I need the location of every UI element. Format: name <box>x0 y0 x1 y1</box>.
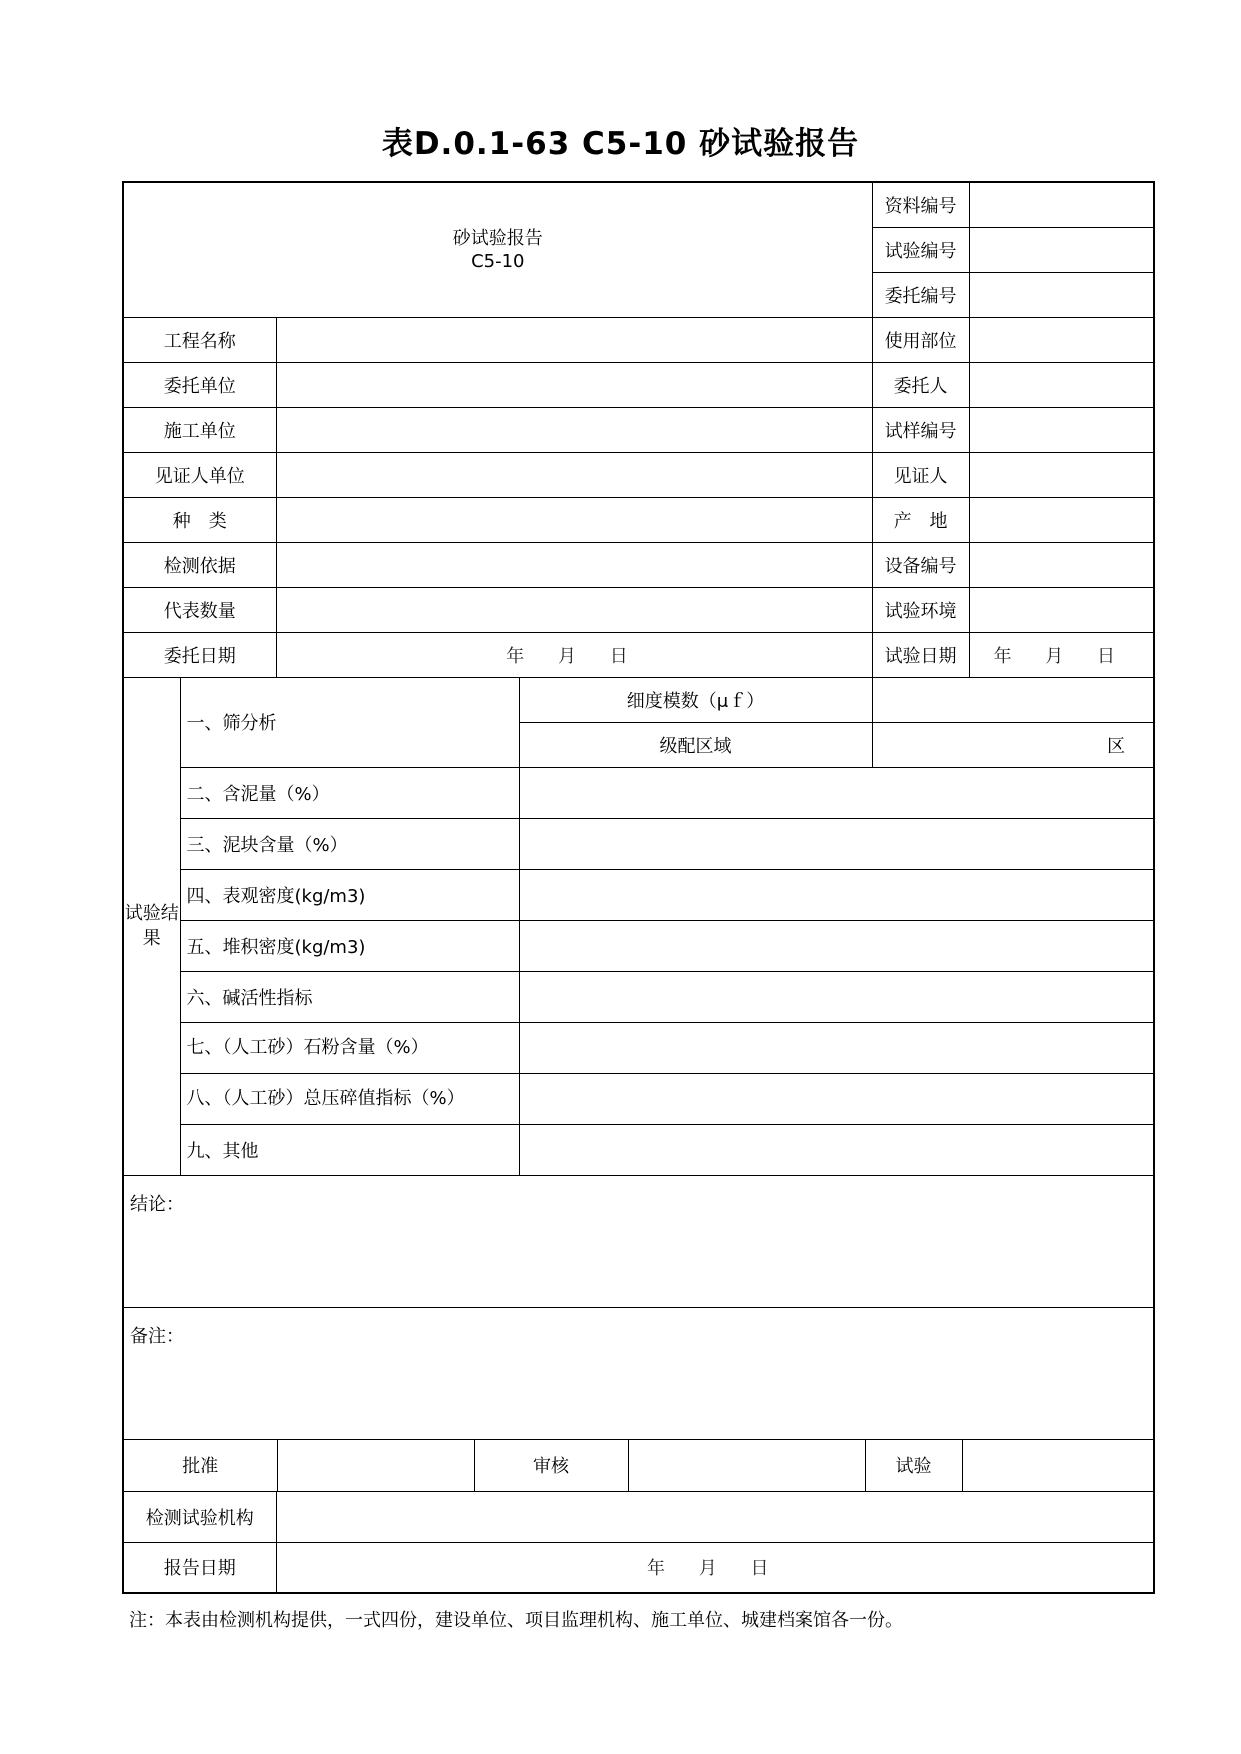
witness-field[interactable] <box>969 452 1154 497</box>
bulk-density-field[interactable] <box>519 920 1154 971</box>
test-basis-field[interactable] <box>276 542 872 587</box>
test-results-section-label: 试验结果 <box>123 677 180 1175</box>
project-name-field[interactable] <box>276 317 872 362</box>
entrust-date-field[interactable] <box>276 632 872 677</box>
quantity-field[interactable] <box>276 587 872 632</box>
footnote: 注：本表由检测机构提供，一式四份，建设单位、项目监理机构、施工单位、城建档案馆各一份。 <box>129 1610 903 1631</box>
test-basis-label: 检测依据 <box>123 542 276 587</box>
approve-signature-field[interactable] <box>277 1440 474 1491</box>
crushing-value-label: 八、（人工砂）总压碎值指标（%） <box>180 1073 519 1124</box>
fineness-modulus-field[interactable] <box>872 677 1154 722</box>
sand-test-report-form <box>122 181 1155 1594</box>
tester-signature-field[interactable] <box>962 1440 1154 1491</box>
signoff-row <box>124 1440 1154 1491</box>
origin-field[interactable] <box>969 497 1154 542</box>
clay-lump-content-label: 三、泥块含量（%） <box>180 818 519 869</box>
sample-number-field[interactable] <box>969 407 1154 452</box>
entrust-date-label: 委托日期 <box>123 632 276 677</box>
grading-zone-unit: 区 <box>1107 735 1126 757</box>
apparent-density-field[interactable] <box>519 869 1154 920</box>
fineness-modulus-label: 细度模数（μｆ） <box>519 677 872 722</box>
usage-part-label: 使用部位 <box>872 317 969 362</box>
report-date-value: 年 月 日 <box>647 1558 783 1580</box>
review-label: 审核 <box>474 1440 628 1491</box>
test-environment-label: 试验环境 <box>872 587 969 632</box>
crushing-value-field[interactable] <box>519 1073 1154 1124</box>
grading-zone-label: 级配区域 <box>519 722 872 767</box>
form-name: 砂试验报告 <box>452 227 543 249</box>
client-person-field[interactable] <box>969 362 1154 407</box>
client-unit-field[interactable] <box>276 362 872 407</box>
entrust-date-value: 年 月 日 <box>506 645 642 667</box>
usage-part-field[interactable] <box>969 317 1154 362</box>
sieve-analysis-label: 一、筛分析 <box>180 677 519 767</box>
type-field[interactable] <box>276 497 872 542</box>
test-environment-field[interactable] <box>969 587 1154 632</box>
tester-label: 试验 <box>865 1440 962 1491</box>
conclusion-area[interactable] <box>123 1175 1154 1307</box>
stone-powder-content-label: 七、（人工砂）石粉含量（%） <box>180 1022 519 1073</box>
witness-label: 见证人 <box>872 452 969 497</box>
entrust-number-label: 委托编号 <box>872 272 969 317</box>
page-title: 表D.0.1-63 C5-10 砂试验报告 <box>381 126 860 162</box>
equipment-number-field[interactable] <box>969 542 1154 587</box>
other-field[interactable] <box>519 1124 1154 1175</box>
form-code: C5-10 <box>471 250 525 272</box>
test-number-field[interactable] <box>969 227 1154 272</box>
report-date-label: 报告日期 <box>123 1542 276 1593</box>
doc-number-label: 资料编号 <box>872 182 969 227</box>
sample-number-label: 试样编号 <box>872 407 969 452</box>
project-name-label: 工程名称 <box>123 317 276 362</box>
alkali-activity-field[interactable] <box>519 971 1154 1022</box>
doc-number-field[interactable] <box>969 182 1154 227</box>
remarks-label: 备注： <box>130 1325 184 1347</box>
remarks-area[interactable] <box>123 1307 1154 1439</box>
institution-label: 检测试验机构 <box>123 1491 276 1542</box>
institution-field[interactable] <box>276 1491 1154 1542</box>
other-label: 九、其他 <box>180 1124 519 1175</box>
alkali-activity-label: 六、碱活性指标 <box>180 971 519 1022</box>
test-date-value: 年 月 日 <box>993 645 1130 667</box>
mud-content-field[interactable] <box>519 767 1154 818</box>
test-date-label: 试验日期 <box>872 632 969 677</box>
quantity-label: 代表数量 <box>123 587 276 632</box>
bulk-density-label: 五、堆积密度(kg/m3) <box>180 920 519 971</box>
clay-lump-content-field[interactable] <box>519 818 1154 869</box>
equipment-number-label: 设备编号 <box>872 542 969 587</box>
apparent-density-label: 四、表观密度(kg/m3) <box>180 869 519 920</box>
mud-content-label: 二、含泥量（%） <box>180 767 519 818</box>
report-date-field[interactable] <box>276 1542 1154 1593</box>
entrust-number-field[interactable] <box>969 272 1154 317</box>
witness-unit-label: 见证人单位 <box>123 452 276 497</box>
conclusion-label: 结论： <box>130 1193 184 1215</box>
stone-powder-content-field[interactable] <box>519 1022 1154 1073</box>
type-label: 种 类 <box>123 497 276 542</box>
construction-unit-field[interactable] <box>276 407 872 452</box>
construction-unit-label: 施工单位 <box>123 407 276 452</box>
review-signature-field[interactable] <box>628 1440 865 1491</box>
client-person-label: 委托人 <box>872 362 969 407</box>
test-number-label: 试验编号 <box>872 227 969 272</box>
client-unit-label: 委托单位 <box>123 362 276 407</box>
witness-unit-field[interactable] <box>276 452 872 497</box>
form-heading <box>123 182 872 317</box>
grading-zone-field[interactable] <box>872 722 1154 767</box>
test-date-field[interactable] <box>969 632 1154 677</box>
origin-label: 产 地 <box>872 497 969 542</box>
approve-label: 批准 <box>124 1440 277 1491</box>
